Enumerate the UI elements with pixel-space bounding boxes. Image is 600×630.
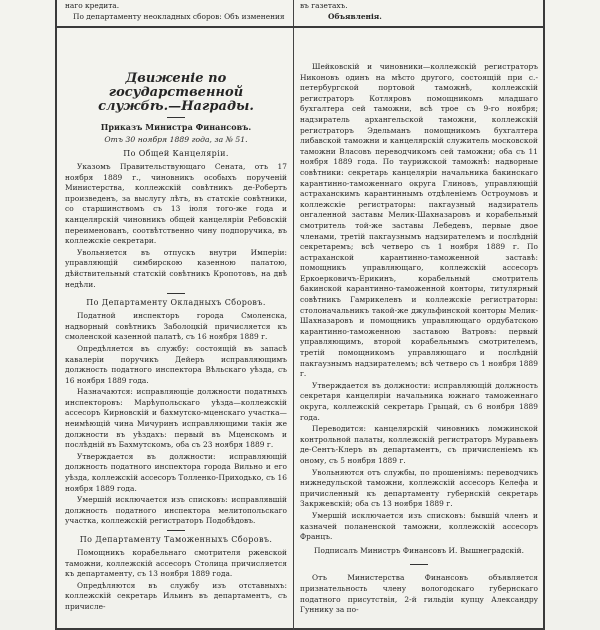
toc-line: Объявленія. [328, 11, 382, 21]
column-divider [293, 0, 294, 630]
paragraph: Умершій исключается изъ списковъ: бывшій членъ и казначей поланенской таможни, коллежскій ассесоръ Францъ. [300, 510, 538, 542]
article-title-line2: службѣ.—Награды. [98, 99, 254, 114]
top-left-contents [65, 1, 287, 22]
paragraphs-customs [65, 548, 287, 613]
toc-line: наго кредита. [65, 1, 120, 10]
order-title: Приказъ Министра Финансовъ. [100, 122, 252, 132]
paragraph: Переводится: канцелярскій чиновникъ ломжинской контрольной палаты, коллежскій регистраторъ Муравьевъ де-Сентъ-Клеръ въ департаментъ, съ причисленіемъ къ оному, съ 5 ноября 1889 г. [300, 424, 538, 465]
toc-line: въ газетахъ. [300, 1, 348, 10]
paragraphs-direct [65, 311, 287, 527]
section-heading-direct: По Департаменту Окладныхъ Сборовъ. [86, 298, 266, 308]
paragraph: Опредѣляется въ службу: состоящій въ запасѣ кавалеріи поручикъ Дейеръ исправляющимъ должность податного инспектора Вѣльскаго уѣзда, съ 16 ноября 1889 года. [65, 343, 287, 385]
paragraph: Податной инспекторъ города Смоленска, надворный совѣтникъ Заболоцкій причисляется къ смоленской казенной палатѣ, съ 16 ноября 1889 г. [65, 311, 287, 342]
paragraph: Увольняется въ отпускъ внутри Имперіи: управляющій симбирскою казенною палатою, дѣйствительный статскій совѣтникъ Кропотовъ, на двѣ недѣли. [65, 247, 287, 289]
order-date: Отъ 30 ноября 1889 года, за № 51. [104, 135, 248, 144]
paragraph: Шейковскій и чиновники—коллежскій регистраторъ Никоновъ одинъ на мѣсто другого, состоящій при с.-петербургской портовой таможнѣ, коллежскій регистраторъ Котляровъ помощникомъ младшаго бухгалтера сей таможни, всѣ трое съ 9-го ноября; надзиратель архангельской таможни, коллежскій регистраторъ Эдельманъ помощникомъ бухгалтера либавской таможни и канцелярскій служитель московской таможни Власовъ переводчикомъ сей таможни; оба съ 11 ноября 1889 года. По таурижской таможнѣ: надворные совѣтники: секретарь канцеляріи начальника бакинскаго карантинно-таможеннаго округа Глиновъ, управляющій астраханскимъ карантиннымъ отдѣленіемъ Остроумовъ и коллежскіе регистраторы: пакгаузный надзиратель онгаленной заставы Мелик-Шахназаровъ и корабельный смотритель той-же заставы Лебедевъ, первые двое членами, третій пакгаузнымъ надзирателемъ и послѣдній секретаремъ; всѣ четверо съ 1 ноября 1889 г. По астраханской карантинно-таможенной заставѣ: помощникъ управляющаго, коллежскій ассесоръ Еркоерковичъ-Ерикинъ, корабельный смотритель бакинской карантинно-таможенной конторы, титулярный совѣтникъ Гамрикелевъ и коллежскіе регистраторы: столоначальникъ такой-же джульфинской конторы Мелик-Шахназаровъ и помощникъ управляющаго ордубатскою карантинно-таможенною заставою Ватровъ: первый управляющимъ, второй корабельнымъ смотрителемъ, третій помощникомъ управляющаго и послѣдній пакгаузнымъ надзирателемъ; всѣ четверо съ 1 ноября 1889 г. [300, 62, 538, 379]
paragraphs-general [65, 162, 287, 290]
horizontal-rule [55, 26, 545, 28]
section-heading-customs: По Департаменту Таможенныхъ Сборовъ. [79, 535, 273, 544]
short-rule [410, 564, 428, 565]
paragraph: Указомъ Правительствующаго Сената, отъ 17 ноября 1889 г., чиновникъ особыхъ порученій Министерства, коллежскій совѣтникъ де-Робертъ произведенъ, за выслугу лѣтъ, въ статскіе совѣтники, со старшинствомъ съ 13 іюля того-же года и канцелярскій чиновникъ общей канцеляріи Ребовскій переименованъ, соотвѣтственно чину подпоручика, въ коллежскіе секретари. [65, 162, 287, 246]
left-column [65, 71, 287, 611]
top-right-contents [300, 1, 538, 22]
paragraph: Умершій исключается изъ списковъ: исправлявшій должность податного инспектора мелитопольскаго участка, коллежскій регистраторъ Подобѣдовъ. [65, 495, 287, 526]
right-column [300, 62, 538, 615]
short-rule [167, 293, 185, 294]
paragraph: Утверждается въ должности: исправляющій должность податного инспектора города Вильно и его уѣзда, коллежскій ассесоръ Толленко-Приходько, съ 16 ноября 1889 года. [65, 451, 287, 493]
article-title-line1: Движеніе по государственной [108, 71, 244, 100]
paragraph: Увольняются отъ службы, по прошеніямъ: переводчикъ нижнедульской таможни, коллежскій ассесоръ Келефа и причисленный къ департаменту губернскій секретарь Закржевскій; оба съ 13 ноября 1889 г. [300, 467, 538, 509]
section-heading-general: По Общей Канцеляріи. [123, 149, 229, 158]
signature-line: Подписалъ Министръ Финансовъ И. Вышнеградскій. [314, 545, 524, 555]
toc-line: По департаменту неокладных сборов: Объ изменения [73, 11, 285, 21]
paragraphs-right-after [300, 573, 538, 615]
paragraph: Назначаются: исправляющіе должности податныхъ инспекторовъ: Марѣупольскаго уѣзда—коллежскій ассесоръ Кирновскій и бахмутско-мценскаго участка—неимѣющій чина Мичуринъ исправляющими такія же должности въ уѣздахъ: первый въ Мценскомъ и послѣдній въ Бахмутскомъ, оба съ 23 ноября 1889 г. [65, 387, 287, 450]
short-rule [167, 117, 185, 118]
paragraphs-right [300, 62, 538, 543]
short-rule [167, 530, 185, 531]
paragraph: Утверждается въ должности: исправляющій должность секретаря канцеляріи начальника южнаго таможеннаго округа, коллежскій секретарь Грыцай, съ 6 ноября 1889 года. [300, 380, 538, 422]
paragraph: Помощникъ корабельнаго смотрителя ржевской таможни, коллежскій ассесоръ Столица причисляется къ департаменту, съ 13 ноября 1889 года. [65, 548, 287, 579]
paragraph: Отъ Министерства Финансовъ объявляется признательность члену вологодскаго губернскаго податного присутствія, 2-й гильдіи купцу Александру Гуннику за по- [300, 573, 538, 615]
paragraph: Опредѣляются въ службу изъ отставныхъ: коллежскій секретарь Ильинъ въ департаментъ, съ причисле- [65, 580, 287, 611]
